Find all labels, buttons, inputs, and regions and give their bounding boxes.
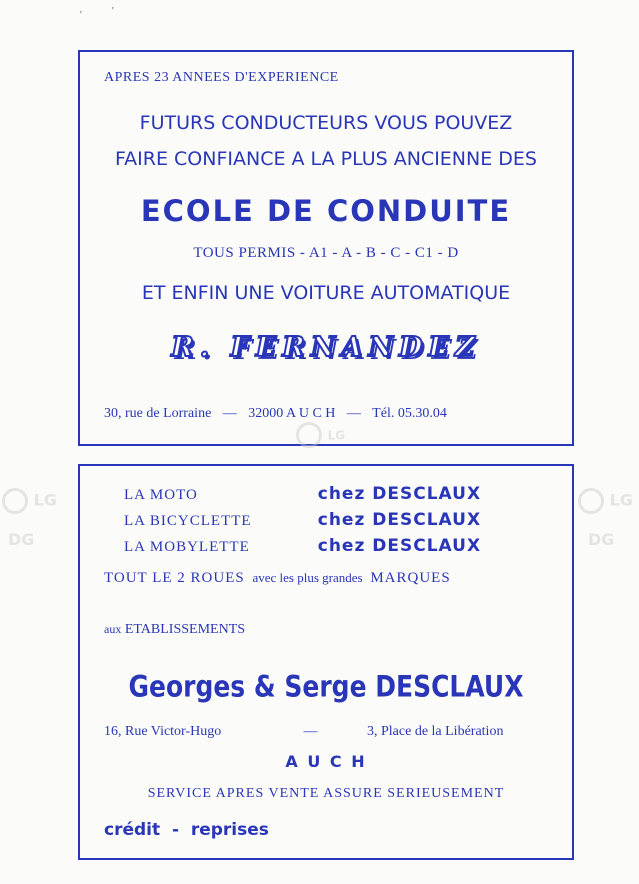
ad1-dash: — [346, 406, 361, 421]
ad2-item: LA BICYCLETTE [124, 513, 252, 529]
ad1-permits: TOUS PERMIS - A1 - A - B - C - C1 - D [193, 245, 459, 261]
ad2-row [124, 536, 572, 556]
ad2-tagline [104, 570, 572, 587]
ad2-address1: 16, Rue Victor-Hugo [104, 724, 222, 739]
watermark-text: LG [609, 490, 633, 510]
ad2-establishments-b: ETABLISSEMENTS [124, 622, 246, 637]
ad2-row [124, 510, 572, 530]
watermark-band [8, 530, 34, 549]
watermark-text: DG [588, 530, 615, 549]
ad2-credit: crédit - reprises [104, 820, 269, 840]
watermark-band [588, 530, 614, 549]
print-mark: ' [80, 10, 82, 21]
ad2-where: chez DESCLAUX [317, 510, 482, 530]
ad2-tagline-a: TOUT LE 2 ROUES [104, 570, 245, 586]
ad1-line2: FAIRE CONFIANCE A LA PLUS ANCIENNE DES [115, 148, 537, 170]
ad2-dash: — [303, 724, 318, 739]
ad1-city: 32000 A U C H [248, 406, 336, 421]
ad2-where: chez DESCLAUX [317, 484, 482, 504]
ad2-establishments [104, 622, 572, 638]
ad2-row [124, 484, 572, 504]
ad2-where: chez DESCLAUX [317, 536, 482, 556]
ad1-headline: ECOLE DE CONDUITE [140, 194, 512, 228]
ad1-automatic: ET ENFIN UNE VOITURE AUTOMATIQUE [141, 282, 511, 304]
ad1-contact-line [104, 406, 572, 422]
ad2-establishments-a: aux [104, 622, 122, 636]
ad2-tagline-c: MARQUES [370, 570, 451, 586]
ad1-line1: FUTURS CONDUCTEURS VOUS POUVEZ [139, 112, 513, 134]
ad2-address-line [104, 724, 572, 740]
print-mark: ' [112, 6, 114, 17]
driving-school-ad [78, 50, 574, 446]
ad2-item: LA MOBYLETTE [124, 539, 250, 555]
ad2-address2: 3, Place de la Libération [367, 724, 504, 739]
watermark-circle-icon [578, 488, 604, 514]
ad1-intro: APRES 23 ANNEES D'EXPERIENCE [104, 70, 339, 85]
ad1-dash: — [222, 406, 237, 421]
ad2-city: A U C H [285, 752, 367, 771]
ad2-headline: Georges & Serge DESCLAUX [128, 669, 524, 704]
watermark-text: DG [8, 530, 35, 549]
ad2-tagline-b: avec les plus grandes [252, 570, 363, 585]
ad1-phone: Tél. 05.30.04 [372, 406, 447, 421]
ad1-name: R. FERNANDEZ [171, 332, 481, 363]
ad2-item: LA MOTO [124, 487, 198, 503]
watermark-band [578, 488, 633, 514]
watermark-text: LG [33, 490, 57, 510]
watermark-band [2, 488, 57, 514]
ad1-address: 30, rue de Lorraine [104, 406, 212, 421]
ad2-service: SERVICE APRES VENTE ASSURE SERIEUSEMENT [147, 786, 505, 801]
watermark-circle-icon [2, 488, 28, 514]
desclaux-ad [78, 464, 574, 860]
watermark-text: LG [327, 428, 346, 443]
